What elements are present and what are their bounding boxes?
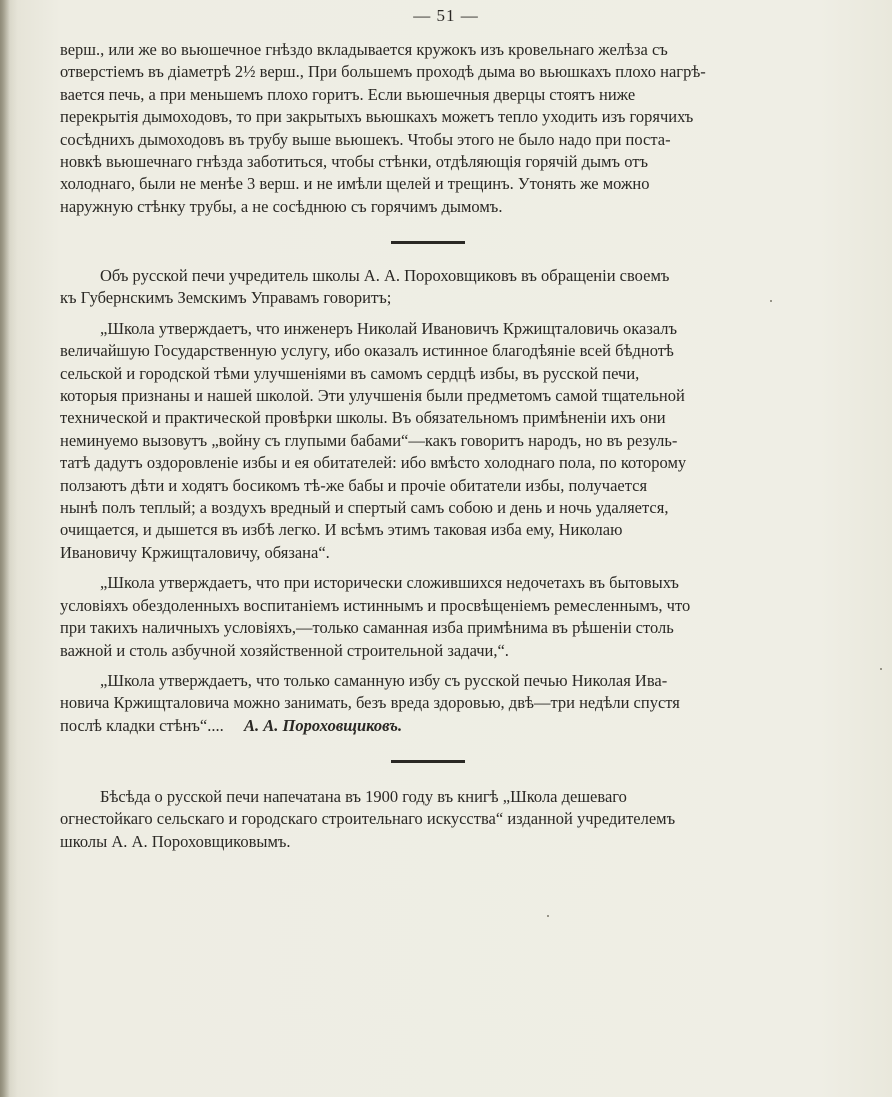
text-line: нынѣ полъ теплый; а воздухъ вредный и спертый самъ собою и день и ночь удаляется, [60,498,669,518]
text-line: неминуемо вызовутъ „войну съ глупыми бабами“—какъ говоритъ народъ, но въ резуль- [60,430,678,450]
text-line: условіяхъ обездоленныхъ воспитаніемъ истиннымъ и просвѣщеніемъ ремесленнымъ, что [60,595,691,615]
text-line: очищается, и дышется въ избѣ легко. И всѣмъ этимъ таковая изба ему, Николаю [60,520,623,540]
text-line: которыя признаны и нашей школой. Эти улучшенія были предметомъ самой тщательной [60,386,685,406]
paper-speck [770,300,772,302]
text-line: величайшую Государственную услугу, ибо оказалъ истинное благодѣяніе всей бѣднотѣ [60,341,674,361]
text-line: холоднаго, были не менѣе 3 верш. и не имѣли щелей и трещинъ. Утонять же можно [60,174,650,194]
quote-ending: послѣ кладки стѣнъ“.... [60,715,224,735]
paragraph-chimney [60,39,795,218]
text-line: новича Кржищталовича можно занимать, безъ вреда здоровью, двѣ—три недѣли спустя [60,693,680,713]
text-line: важной и столь азбучной хозяйственной строительной задачи,“. [60,640,509,660]
text-line: ползаютъ дѣти и ходятъ босикомъ тѣ-же бабы и прочіе обитатели избы, получается [60,475,648,495]
text-line: татѣ дадутъ оздоровленіе избы и ея обитателей: ибо вмѣсто холоднаго пола, по которому [60,453,687,473]
text-line: огнестойкаго сельскаго и городскаго строительнаго искусства“ изданной учредителемъ [60,809,676,829]
text-line [60,715,795,737]
text-line: Бѣсѣда о русской печи напечатана въ 1900 году въ книгѣ „Школа дешеваго [100,787,627,806]
page-number: — 51 — [413,6,479,25]
paragraph-book-note [60,786,795,853]
paper-speck [547,915,549,917]
text-line: новкѣ вьюшечнаго гнѣзда заботиться, чтобы стѣнки, отдѣляющія горячій дымъ отъ [60,152,648,172]
text-line: вается печь, а при меньшемъ плохо горитъ. Если вьюшечныя дверцы стоятъ ниже [60,84,636,104]
text-line: школы А. А. Пороховщиковымъ. [60,831,291,851]
paper-speck [880,668,882,670]
text-line: наружную стѣнку трубы, а не сосѣднюю съ горячимъ дымомъ. [60,196,503,216]
text-line: „Школа утверждаетъ, что инженеръ Николай Ивановичъ Кржищталовичь оказалъ [100,318,678,338]
text-line: „Школа утверждаетъ, что при исторически сложившихся недочетахъ въ бытовыхъ [100,573,679,593]
text-line: Ивановичу Кржищталовичу, обязана“. [60,542,330,562]
text-line: верш., или же во вьюшечное гнѣздо вкладывается кружокъ изъ кровельнаго желѣза съ [60,40,668,59]
text-line: сельской и городской тѣми улучшеніями въ самомъ сердцѣ избы, въ русской печи, [60,363,640,383]
text-line: къ Губернскимъ Земскимъ Управамъ говоритъ; [60,288,392,308]
text-line: технической и практической провѣрки школы. Въ обязательномъ примѣненіи ихъ они [60,408,666,428]
text-line: Объ русской печи учредитель школы А. А. Пороховщиковъ въ обращеніи своемъ [100,266,670,285]
paragraph-porokhovshchikov [60,265,795,737]
text-line: сосѣднихъ дымоходовъ въ трубу выше вьюшекъ. Чтобы этого не было надо при поста- [60,129,671,149]
text-line: отверстіемъ въ діаметрѣ 2½ верш., При большемъ проходѣ дыма во вьюшкахъ плохо нагрѣ- [60,62,706,82]
text-line: „Школа утверждаетъ, что только саманную избу съ русской печью Николая Ива- [100,670,668,690]
author-signature: А. А. Пороховщиковъ. [244,715,403,735]
text-line: перекрытія дымоходовъ, то при закрытыхъ вьюшкахъ можетъ тепло уходить изъ горячихъ [60,107,694,127]
text-line: при такихъ наличныхъ условіяхъ,—только саманная изба примѣнима въ рѣшеніи столь [60,618,674,638]
binding-shadow [0,0,10,1097]
section-divider [391,241,465,244]
section-divider [391,760,465,763]
